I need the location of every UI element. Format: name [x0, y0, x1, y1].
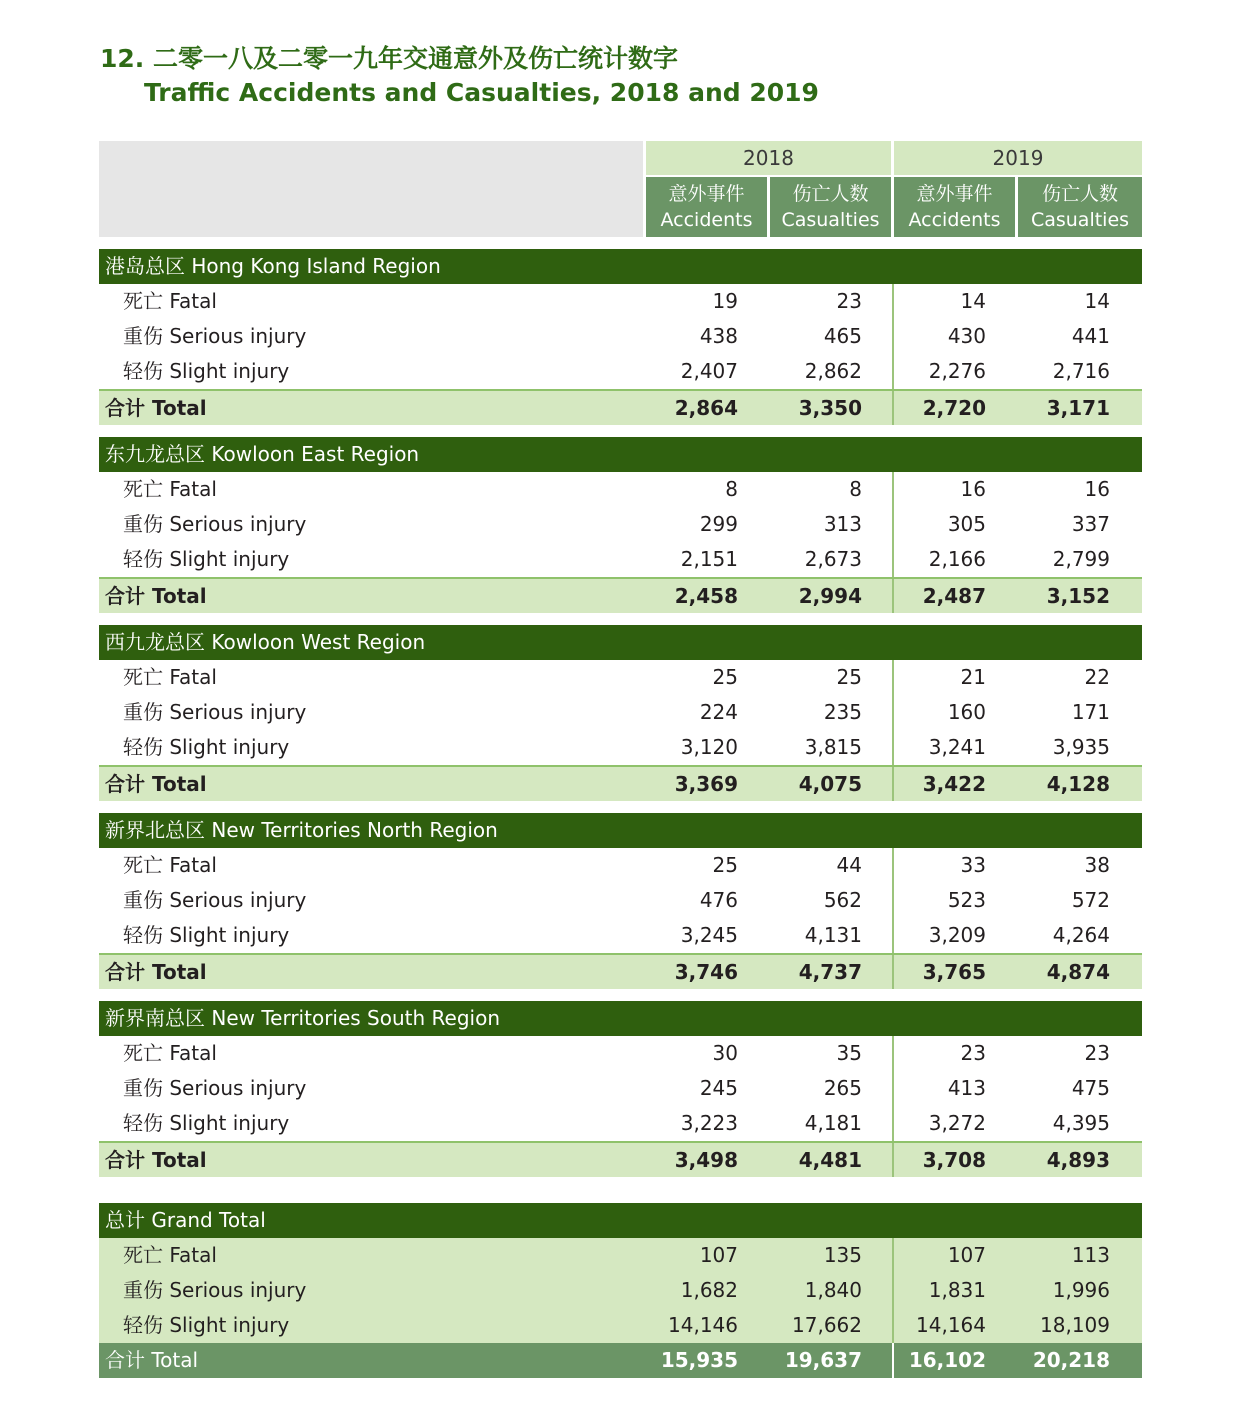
cell-value: 19	[712, 289, 738, 313]
cell-value: 475	[1071, 1076, 1110, 1100]
cell-value: 44	[836, 853, 862, 877]
row-label: 死亡 Fatal	[123, 665, 217, 689]
cell-value: 2,994	[798, 584, 862, 608]
cell-value: 15,935	[660, 1348, 738, 1372]
grand-total-row	[99, 1343, 1142, 1378]
cell-value: 4,181	[804, 1111, 862, 1135]
table-header	[99, 141, 1142, 237]
row-label: 合计 Total	[105, 584, 207, 608]
region-section	[99, 813, 1142, 989]
table-row	[99, 1106, 1142, 1141]
cell-value: 25	[712, 665, 738, 689]
cell-value: 4,131	[804, 923, 862, 947]
cell-value: 438	[699, 324, 738, 348]
cell-value: 2,458	[674, 584, 738, 608]
cell-value: 2,720	[922, 396, 986, 420]
row-label: 轻伤 Slight injury	[123, 547, 290, 571]
cell-value: 107	[699, 1243, 738, 1267]
grand-total-section	[99, 1203, 1142, 1378]
cell-value: 3,272	[928, 1111, 986, 1135]
cell-value: 4,481	[798, 1148, 862, 1172]
year-divider	[892, 1343, 894, 1378]
table-row	[99, 354, 1142, 389]
cell-value: 3,152	[1046, 584, 1110, 608]
cell-value: 25	[712, 853, 738, 877]
page-title	[100, 42, 819, 110]
year-divider	[892, 542, 894, 577]
year-divider	[892, 391, 894, 425]
cell-value: 3,815	[804, 735, 862, 759]
cell-value: 19,637	[784, 1348, 862, 1372]
row-label: 合计 Total	[105, 960, 207, 984]
cell-value: 22	[1084, 665, 1110, 689]
cell-value: 572	[1071, 888, 1110, 912]
region-section	[99, 625, 1142, 801]
cell-value: 265	[823, 1076, 862, 1100]
year-divider	[892, 354, 894, 389]
cell-value: 1,840	[804, 1278, 862, 1302]
cell-value: 3,223	[680, 1111, 738, 1135]
title-english: Traffic Accidents and Casualties, 2018 and 2019	[144, 78, 819, 107]
table-row	[99, 542, 1142, 577]
row-label: 重伤 Serious injury	[123, 888, 307, 912]
cell-value: 4,264	[1052, 923, 1110, 947]
total-row	[99, 1141, 1142, 1177]
cell-value: 14	[960, 289, 986, 313]
region-header: 新界南总区 New Territories South Region	[99, 1001, 1142, 1036]
cell-value: 3,498	[674, 1148, 738, 1172]
cell-value: 2,151	[680, 547, 738, 571]
total-row	[99, 389, 1142, 425]
cell-value: 3,245	[680, 923, 738, 947]
year-divider	[892, 319, 894, 354]
region-header: 新界北总区 New Territories North Region	[99, 813, 1142, 848]
region-header: 东九龙总区 Kowloon East Region	[99, 437, 1142, 472]
table-row	[99, 1071, 1142, 1106]
table-row	[99, 507, 1142, 542]
cell-value: 2,166	[928, 547, 986, 571]
table-row	[99, 660, 1142, 695]
row-label: 死亡 Fatal	[123, 477, 217, 501]
cell-value: 1,996	[1052, 1278, 1110, 1302]
cell-value: 16	[1084, 477, 1110, 501]
header-accidents-2019: 意外事件 Accidents	[894, 177, 1015, 237]
cell-value: 30	[712, 1041, 738, 1065]
row-label: 合计 Total	[105, 1348, 199, 1372]
row-label: 合计 Total	[105, 772, 207, 796]
cell-value: 4,395	[1052, 1111, 1110, 1135]
table-row	[99, 918, 1142, 953]
cell-value: 160	[947, 700, 986, 724]
grand-total-rows	[99, 1238, 1142, 1378]
cell-value: 3,765	[922, 960, 986, 984]
title-chinese: 12. 二零一八及二零一九年交通意外及伤亡统计数字	[100, 44, 678, 73]
table-row	[99, 730, 1142, 765]
cell-value: 8	[849, 477, 862, 501]
cell-value: 245	[699, 1076, 738, 1100]
year-divider	[892, 1308, 894, 1343]
cell-value: 3,120	[680, 735, 738, 759]
cell-value: 430	[947, 324, 986, 348]
table-row	[99, 284, 1142, 319]
region-section	[99, 437, 1142, 613]
row-label: 死亡 Fatal	[123, 1041, 217, 1065]
cell-value: 2,864	[674, 396, 738, 420]
cell-value: 2,407	[680, 359, 738, 383]
cell-value: 8	[725, 477, 738, 501]
header-blank-cell	[99, 141, 643, 237]
cell-value: 3,422	[922, 772, 986, 796]
cell-value: 14,164	[916, 1313, 986, 1337]
year-2019-header: 2019	[894, 141, 1142, 175]
table-row	[99, 472, 1142, 507]
cell-value: 16	[960, 477, 986, 501]
year-divider	[892, 507, 894, 542]
cell-value: 2,799	[1052, 547, 1110, 571]
row-label: 死亡 Fatal	[123, 289, 217, 313]
cell-value: 135	[823, 1243, 862, 1267]
table-row	[99, 695, 1142, 730]
year-divider	[892, 918, 894, 953]
cell-value: 313	[823, 512, 862, 536]
grand-total-header: 总计 Grand Total	[99, 1203, 1142, 1238]
cell-value: 25	[836, 665, 862, 689]
cell-value: 171	[1071, 700, 1110, 724]
cell-value: 18,109	[1040, 1313, 1110, 1337]
year-2018-header: 2018	[646, 141, 891, 175]
cell-value: 2,276	[928, 359, 986, 383]
row-label: 重伤 Serious injury	[123, 512, 307, 536]
year-divider	[892, 284, 894, 319]
region-section	[99, 249, 1142, 425]
total-row	[99, 953, 1142, 989]
row-label: 轻伤 Slight injury	[123, 1111, 290, 1135]
year-divider	[892, 955, 894, 989]
year-divider	[892, 1273, 894, 1308]
cell-value: 3,369	[674, 772, 738, 796]
cell-value: 3,746	[674, 960, 738, 984]
cell-value: 4,737	[798, 960, 862, 984]
cell-value: 21	[960, 665, 986, 689]
cell-value: 107	[947, 1243, 986, 1267]
year-divider	[892, 883, 894, 918]
year-divider	[892, 1106, 894, 1141]
cell-value: 14,146	[668, 1313, 738, 1337]
year-divider	[892, 848, 894, 883]
grand-row	[99, 1273, 1142, 1308]
cell-value: 4,893	[1046, 1148, 1110, 1172]
row-label: 重伤 Serious injury	[123, 324, 307, 348]
cell-value: 562	[823, 888, 862, 912]
cell-value: 2,716	[1052, 359, 1110, 383]
cell-value: 23	[1084, 1041, 1110, 1065]
table-row	[99, 1036, 1142, 1071]
row-label: 重伤 Serious injury	[123, 1076, 307, 1100]
cell-value: 476	[699, 888, 738, 912]
cell-value: 305	[947, 512, 986, 536]
cell-value: 14	[1084, 289, 1110, 313]
year-divider	[892, 1238, 894, 1273]
regions-container	[99, 249, 1142, 1177]
year-divider	[892, 695, 894, 730]
row-label: 轻伤 Slight injury	[123, 923, 290, 947]
cell-value: 3,209	[928, 923, 986, 947]
region-header: 港岛总区 Hong Kong Island Region	[99, 249, 1142, 284]
year-divider	[892, 660, 894, 695]
cell-value: 23	[836, 289, 862, 313]
table-row	[99, 883, 1142, 918]
row-label: 合计 Total	[105, 396, 207, 420]
cell-value: 38	[1084, 853, 1110, 877]
grand-row	[99, 1308, 1142, 1343]
cell-value: 4,874	[1046, 960, 1110, 984]
cell-value: 235	[823, 700, 862, 724]
year-divider	[892, 730, 894, 765]
cell-value: 441	[1071, 324, 1110, 348]
cell-value: 2,673	[804, 547, 862, 571]
cell-value: 20,218	[1032, 1348, 1110, 1372]
cell-value: 224	[699, 700, 738, 724]
header-accidents-2018: 意外事件 Accidents	[646, 177, 767, 237]
cell-value: 17,662	[792, 1313, 862, 1337]
total-row	[99, 577, 1142, 613]
row-label: 重伤 Serious injury	[123, 1278, 307, 1302]
cell-value: 35	[836, 1041, 862, 1065]
row-label: 轻伤 Slight injury	[123, 1313, 290, 1337]
year-divider	[892, 1036, 894, 1071]
cell-value: 4,075	[798, 772, 862, 796]
cell-value: 4,128	[1046, 772, 1110, 796]
year-divider	[892, 1143, 894, 1177]
row-label: 死亡 Fatal	[123, 1243, 217, 1267]
cell-value: 3,171	[1046, 396, 1110, 420]
header-casualties-2018: 伤亡人数 Casualties	[770, 177, 891, 237]
cell-value: 3,241	[928, 735, 986, 759]
table-row	[99, 848, 1142, 883]
row-label: 死亡 Fatal	[123, 853, 217, 877]
cell-value: 413	[947, 1076, 986, 1100]
grand-row	[99, 1238, 1142, 1273]
table-row	[99, 319, 1142, 354]
cell-value: 1,831	[928, 1278, 986, 1302]
cell-value: 3,350	[798, 396, 862, 420]
region-header: 西九龙总区 Kowloon West Region	[99, 625, 1142, 660]
year-divider	[892, 767, 894, 801]
year-divider	[892, 579, 894, 613]
year-divider	[892, 472, 894, 507]
row-label: 重伤 Serious injury	[123, 700, 307, 724]
statistics-table	[99, 141, 1142, 1378]
cell-value: 113	[1071, 1243, 1110, 1267]
row-label: 合计 Total	[105, 1148, 207, 1172]
region-section	[99, 1001, 1142, 1177]
cell-value: 2,487	[922, 584, 986, 608]
cell-value: 16,102	[908, 1348, 986, 1372]
total-row	[99, 765, 1142, 801]
cell-value: 3,708	[922, 1148, 986, 1172]
cell-value: 2,862	[804, 359, 862, 383]
cell-value: 1,682	[680, 1278, 738, 1302]
header-casualties-2019: 伤亡人数 Casualties	[1018, 177, 1142, 237]
cell-value: 23	[960, 1041, 986, 1065]
year-divider	[892, 1071, 894, 1106]
row-label: 轻伤 Slight injury	[123, 359, 290, 383]
cell-value: 299	[699, 512, 738, 536]
row-label: 轻伤 Slight injury	[123, 735, 290, 759]
cell-value: 465	[823, 324, 862, 348]
cell-value: 337	[1071, 512, 1110, 536]
cell-value: 33	[960, 853, 986, 877]
cell-value: 523	[947, 888, 986, 912]
cell-value: 3,935	[1052, 735, 1110, 759]
